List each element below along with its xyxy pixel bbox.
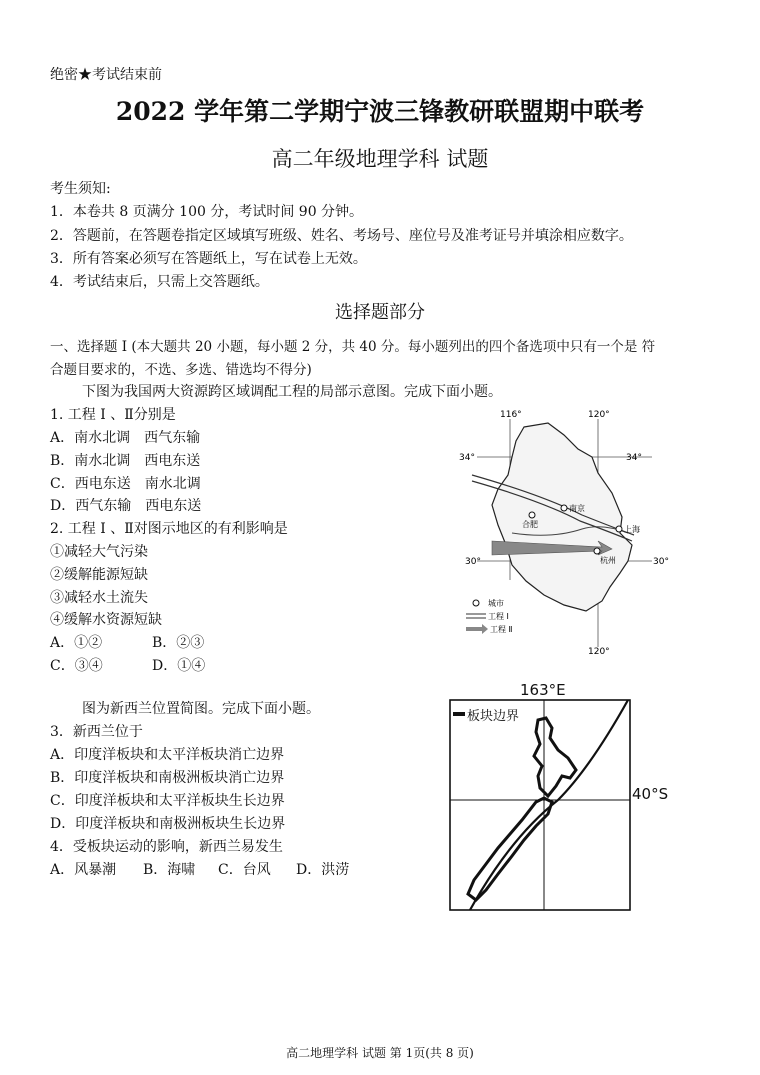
latitude-label: 40°S: [632, 785, 669, 803]
question-2-item: ①减轻大气污染: [50, 544, 148, 560]
latitude-label: 34°: [459, 453, 475, 463]
map-frame: [450, 700, 630, 910]
question-2-option: B．②③: [152, 635, 205, 651]
question-1-option: A．南水北调 西气东输: [50, 430, 201, 446]
question-2-option: D．①④: [152, 658, 206, 674]
new-zealand-map: [440, 678, 680, 914]
question-4-option: D．洪涝: [296, 862, 350, 878]
question-4-option: A．风暴潮: [50, 862, 117, 878]
plate-boundary-legend-icon: [453, 712, 465, 716]
exam-subtitle: 高二年级地理学科 试题: [271, 147, 489, 171]
part-intro-line: 合题目要求的，不选、多选、错选均不得分): [50, 362, 312, 378]
question-1-stem: 1. 工程 Ⅰ 、Ⅱ分别是: [50, 407, 176, 423]
city-marker: [594, 548, 600, 554]
longitude-label: 163°E: [520, 681, 566, 699]
page-footer: 高二地理学科 试题 第 1页(共 8 页): [286, 1046, 474, 1060]
longitude-label: 120°: [588, 647, 610, 655]
legend-label: 工程 Ⅰ: [488, 612, 509, 621]
question-3-option: A．印度洋板块和太平洋板块消亡边界: [50, 747, 285, 763]
plate-boundary-legend-label: 板块边界: [467, 709, 520, 724]
city-marker: [616, 526, 622, 532]
latitude-label: 34°: [626, 453, 642, 463]
north-island: [534, 718, 576, 796]
question-4-option: B．海啸: [143, 862, 196, 878]
question-3-option: B．印度洋板块和南极洲板块消亡边界: [50, 770, 285, 786]
question-2-option: A．①②: [50, 635, 103, 651]
longitude-label: 120°: [588, 410, 610, 420]
city-marker: [561, 505, 567, 511]
notice-item: 1．本卷共 8 页满分 100 分，考试时间 90 分钟。: [50, 204, 364, 220]
question-1-option: C．西电东送 南水北调: [50, 476, 201, 492]
longitude-label: 116°: [500, 410, 522, 420]
group2-intro: 图为新西兰位置简图。完成下面小题。: [82, 701, 320, 717]
legend-label: 工程 Ⅱ: [490, 625, 513, 634]
legend-city-icon: [473, 600, 479, 606]
notice-item: 4．考试结束后，只需上交答题纸。: [50, 274, 269, 290]
province-outline: [492, 423, 632, 611]
exam-title: 2022 学年第二学期宁波三锋教研联盟期中联考: [115, 97, 645, 126]
question-3-stem: 3．新西兰位于: [50, 724, 143, 740]
question-2-item: ②缓解能源短缺: [50, 567, 148, 583]
question-4-stem: 4．受板块运动的影响，新西兰易发生: [50, 839, 283, 855]
group1-intro: 下图为我国两大资源跨区域调配工程的局部示意图。完成下面小题。: [82, 384, 502, 400]
notice-heading: 考生须知:: [50, 181, 111, 197]
latitude-label: 30°: [465, 557, 481, 567]
question-2-option: C．③④: [50, 658, 103, 674]
city-label-nanjing: 南京: [569, 504, 585, 513]
legend-label: 城市: [488, 599, 504, 608]
city-label-shanghai: 上海: [624, 525, 640, 534]
notice-item: 2．答题前，在答题卷指定区域填写班级、姓名、考场号、座位号及准考证号并填涂相应数字。: [50, 228, 633, 244]
question-2-item: ③减轻水土流失: [50, 590, 148, 606]
section-title: 选择题部分: [335, 302, 425, 323]
question-3-option: C．印度洋板块和太平洋板块生长边界: [50, 793, 285, 809]
question-2-item: ④缓解水资源短缺: [50, 612, 162, 628]
secret-note: 绝密★考试结束前: [50, 67, 162, 83]
question-3-option: D．印度洋板块和南极洲板块生长边界: [50, 816, 286, 832]
legend-project-2-icon: [466, 624, 488, 634]
question-1-option: B．南水北调 西电东送: [50, 453, 201, 469]
city-label-hefei: 合肥: [522, 520, 538, 529]
part-intro-line: 一、选择题 Ⅰ (本大题共 20 小题，每小题 2 分，共 40 分。每小题列出的四个备选项中只有一个是 符: [50, 339, 656, 355]
question-2-stem: 2. 工程 Ⅰ 、Ⅱ对图示地区的有利影响是: [50, 521, 288, 537]
notice-item: 3．所有答案必须写在答题纸上，写在试卷上无效。: [50, 251, 367, 267]
latitude-label: 30°: [653, 557, 669, 567]
question-1-option: D．西气东输 西电东送: [50, 498, 202, 514]
question-4-option: C．台风: [218, 862, 271, 878]
city-marker: [529, 512, 535, 518]
east-china-transfer-map: [452, 405, 682, 655]
city-label-hangzhou: 杭州: [600, 556, 616, 565]
